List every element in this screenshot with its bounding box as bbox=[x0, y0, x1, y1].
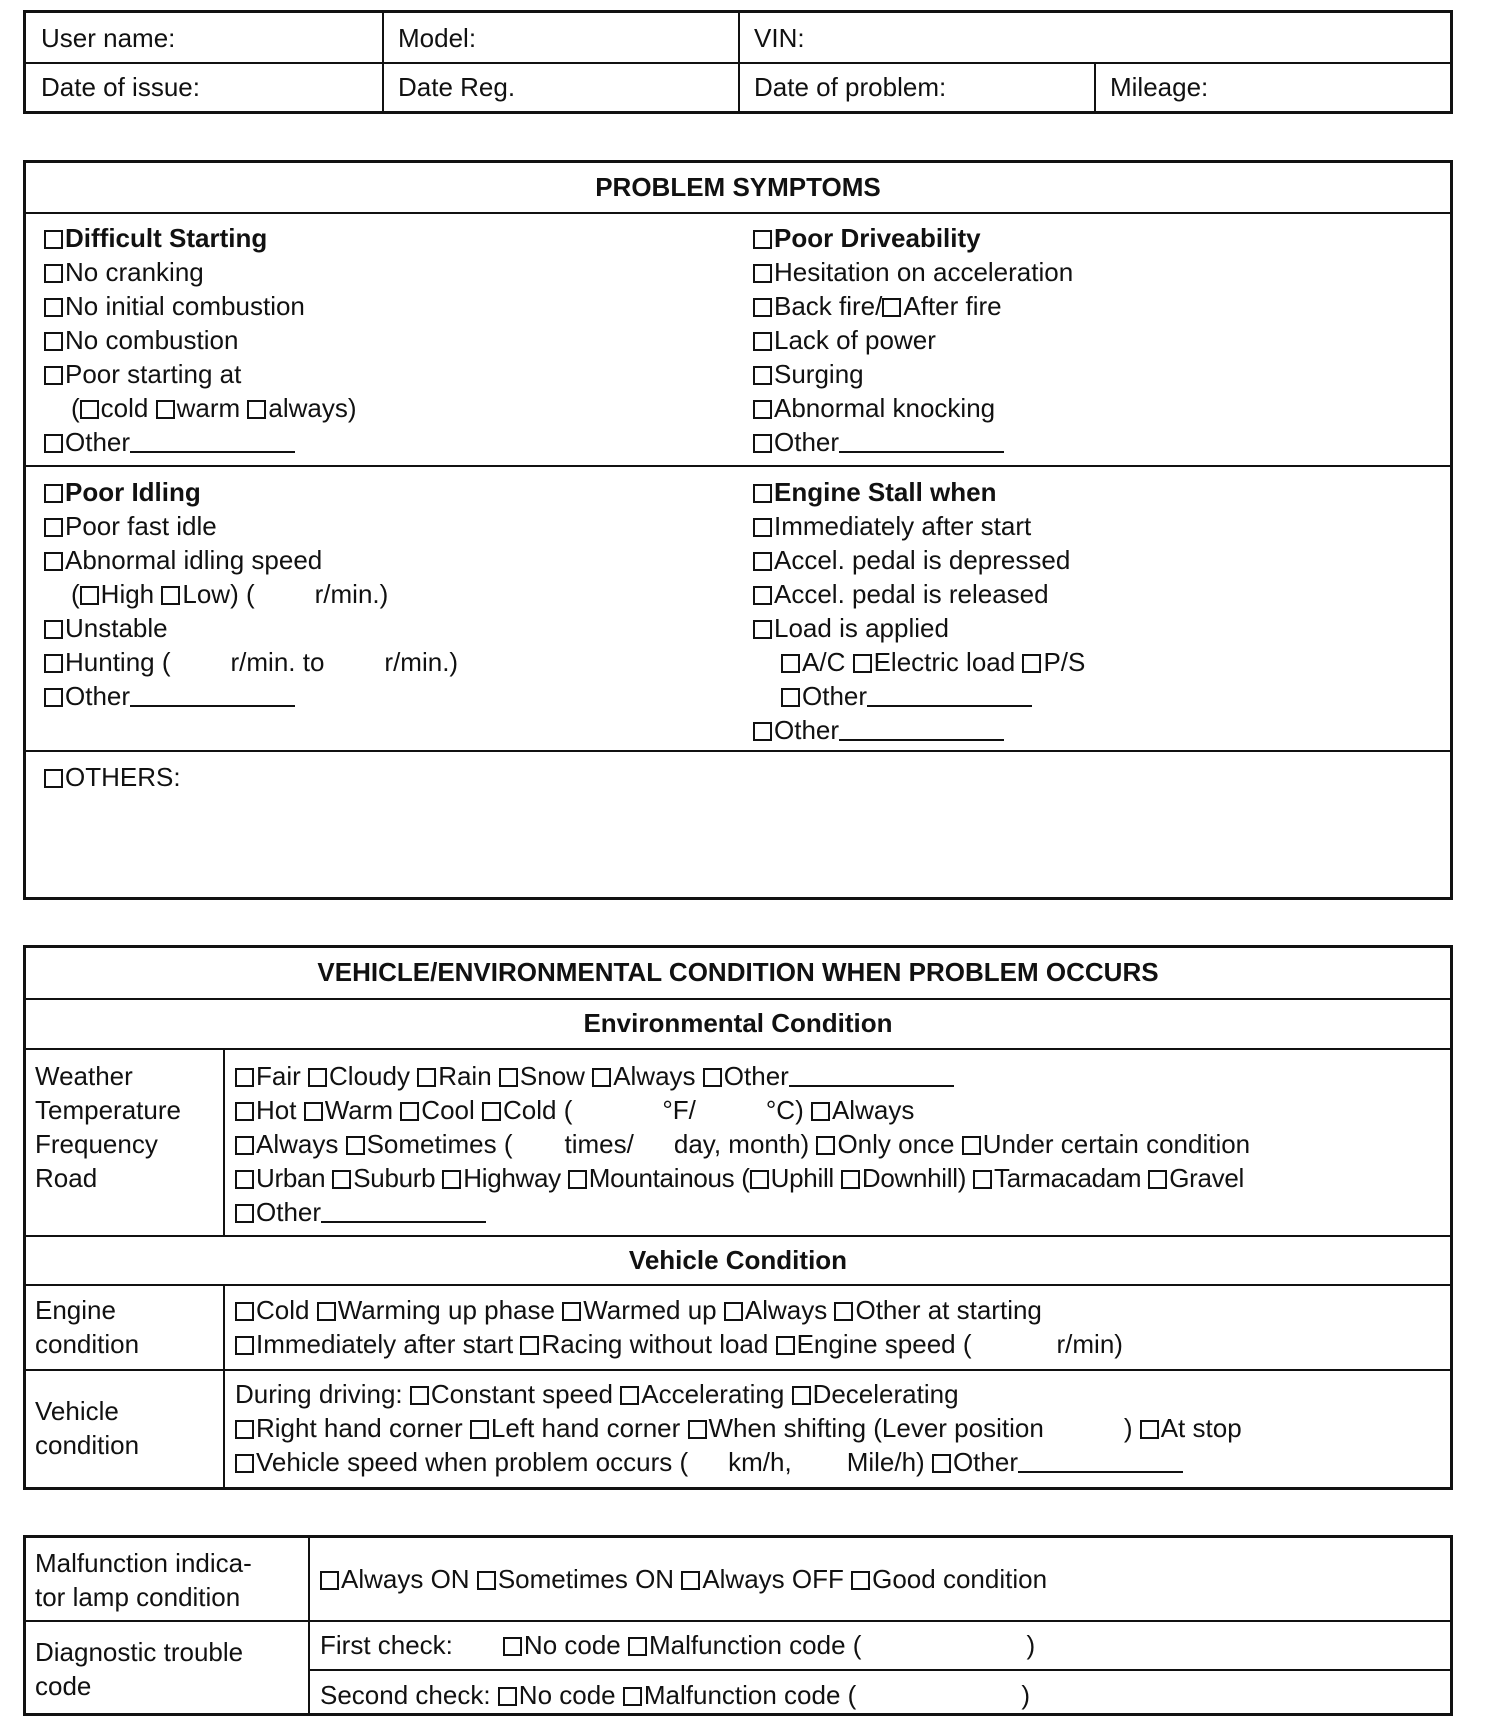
stall-load-applied-checkbox[interactable]: Load is applied bbox=[753, 611, 949, 645]
vehicle-condition-heading: Vehicle Condition bbox=[628, 1245, 848, 1275]
divider bbox=[26, 750, 1450, 752]
poor-starting-checkbox[interactable]: Poor starting at bbox=[44, 357, 241, 391]
mil-options[interactable]: Always ON Sometimes ON Always OFF Good condition bbox=[320, 1562, 1047, 1596]
others-checkbox[interactable]: OTHERS: bbox=[44, 760, 181, 794]
engine-condition-label: Engine bbox=[35, 1295, 116, 1325]
weather-label: Weather bbox=[35, 1061, 133, 1091]
divider bbox=[308, 1669, 1450, 1671]
stall-other-checkbox[interactable]: Other bbox=[753, 713, 1004, 747]
temperature-options[interactable]: Hot Warm Cool Cold ( °F/ °C) Always bbox=[235, 1093, 914, 1127]
hunting-checkbox[interactable]: Hunting ( r/min. to r/min.) bbox=[44, 645, 458, 679]
divider bbox=[26, 1620, 1450, 1622]
surging-checkbox[interactable]: Surging bbox=[753, 357, 864, 391]
divider bbox=[26, 465, 1450, 467]
temperature-label: Temperature bbox=[35, 1095, 181, 1125]
engine-stall-checkbox[interactable]: Engine Stall when bbox=[753, 475, 996, 509]
diagnostic-section bbox=[23, 1535, 1453, 1716]
corner-options[interactable]: Right hand corner Left hand corner When shifting (Lever position ) At stop bbox=[235, 1411, 1242, 1445]
divider bbox=[382, 13, 384, 111]
environmental-condition-heading: Environmental Condition bbox=[583, 1008, 893, 1038]
load-type-options[interactable]: A/C Electric load P/S bbox=[781, 645, 1085, 679]
no-initial-combustion-checkbox[interactable]: No initial combustion bbox=[44, 289, 305, 323]
divider bbox=[223, 1048, 225, 1235]
divider bbox=[26, 1369, 1450, 1371]
poor-idling-checkbox[interactable]: Poor Idling bbox=[44, 475, 201, 509]
divider bbox=[26, 998, 1450, 1000]
abnormal-idling-checkbox[interactable]: Abnormal idling speed bbox=[44, 543, 322, 577]
no-cranking-checkbox[interactable]: No cranking bbox=[44, 255, 204, 289]
second-check-row[interactable]: Second check: No code Malfunction code ( ) bbox=[320, 1680, 1030, 1710]
poor-fast-idle-checkbox[interactable]: Poor fast idle bbox=[44, 509, 217, 543]
divider bbox=[26, 212, 1450, 214]
vehicle-condition-label: condition bbox=[35, 1430, 140, 1460]
driveability-other-checkbox[interactable]: Other bbox=[753, 425, 1004, 459]
vehicle-info-table bbox=[23, 10, 1453, 114]
vin-field[interactable]: VIN: bbox=[754, 23, 805, 53]
divider bbox=[26, 1048, 1450, 1050]
vehicle-speed-options[interactable]: Vehicle speed when problem occurs ( km/h, Mile/h) Other bbox=[235, 1445, 1183, 1479]
section-title: VEHICLE/ENVIRONMENTAL CONDITION WHEN PROBLEM OCCURS bbox=[317, 957, 1159, 987]
mil-label: Malfunction indica- bbox=[35, 1548, 252, 1578]
condition-section bbox=[23, 945, 1453, 1490]
engine-condition-label: condition bbox=[35, 1329, 140, 1359]
divider bbox=[738, 13, 740, 111]
mileage-field[interactable]: Mileage: bbox=[1110, 72, 1209, 102]
date-of-issue-field[interactable]: Date of issue: bbox=[41, 72, 200, 102]
divider bbox=[26, 1284, 1450, 1286]
lack-of-power-checkbox[interactable]: Lack of power bbox=[753, 323, 936, 357]
backfire-checkbox[interactable]: Back fire/ After fire bbox=[753, 289, 1002, 323]
stall-pedal-depressed-checkbox[interactable]: Accel. pedal is depressed bbox=[753, 543, 1070, 577]
unstable-checkbox[interactable]: Unstable bbox=[44, 611, 168, 645]
engine-condition-options-2[interactable]: Immediately after start Racing without load Engine speed ( r/min) bbox=[235, 1327, 1123, 1361]
divider bbox=[26, 1235, 1450, 1237]
divider bbox=[308, 1538, 310, 1713]
frequency-label: Frequency bbox=[35, 1129, 158, 1159]
road-options[interactable]: Urban Suburb Highway Mountainous ( Uphill Downhill) Tarmacadam Gravel bbox=[235, 1161, 1244, 1195]
no-combustion-checkbox[interactable]: No combustion bbox=[44, 323, 238, 357]
hesitation-checkbox[interactable]: Hesitation on acceleration bbox=[753, 255, 1073, 289]
user-name-field[interactable]: User name: bbox=[41, 23, 176, 53]
date-reg-field[interactable]: Date Reg. bbox=[398, 72, 516, 102]
weather-options[interactable]: Fair Cloudy Rain Snow Always Other bbox=[235, 1059, 954, 1093]
problem-symptoms-section bbox=[23, 160, 1453, 900]
difficult-starting-checkbox[interactable]: Difficult Starting bbox=[44, 221, 267, 255]
driving-options[interactable]: During driving: Constant speed Accelerating Decelerating bbox=[235, 1379, 959, 1409]
idling-other-checkbox[interactable]: Other bbox=[44, 679, 295, 713]
dtc-label: Diagnostic trouble bbox=[35, 1637, 244, 1667]
model-field[interactable]: Model: bbox=[398, 23, 477, 53]
section-title: PROBLEM SYMPTOMS bbox=[595, 172, 881, 202]
road-other-checkbox[interactable]: Other bbox=[235, 1195, 486, 1229]
first-check-row[interactable]: First check: No code Malfunction code ( ) bbox=[320, 1630, 1036, 1660]
date-of-problem-field[interactable]: Date of problem: bbox=[754, 72, 947, 102]
divider bbox=[223, 1284, 225, 1487]
starting-temp-options[interactable]: ( cold warm always) bbox=[71, 393, 357, 423]
frequency-options[interactable]: Always Sometimes ( times/ day, month) Only once Under certain condition bbox=[235, 1127, 1250, 1161]
abnormal-knocking-checkbox[interactable]: Abnormal knocking bbox=[753, 391, 995, 425]
load-other-checkbox[interactable]: Other bbox=[781, 679, 1032, 713]
idling-high-low-options[interactable]: ( High Low) ( r/min.) bbox=[71, 579, 389, 609]
mil-label: tor lamp condition bbox=[35, 1582, 241, 1612]
road-label: Road bbox=[35, 1163, 98, 1193]
dtc-label: code bbox=[35, 1671, 92, 1701]
divider bbox=[1094, 62, 1096, 111]
vehicle-condition-label: Vehicle bbox=[35, 1396, 119, 1426]
stall-pedal-released-checkbox[interactable]: Accel. pedal is released bbox=[753, 577, 1049, 611]
stall-immediately-checkbox[interactable]: Immediately after start bbox=[753, 509, 1031, 543]
starting-other-checkbox[interactable]: Other bbox=[44, 425, 295, 459]
poor-driveability-checkbox[interactable]: Poor Driveability bbox=[753, 221, 981, 255]
engine-condition-options[interactable]: Cold Warming up phase Warmed up Always Other at starting bbox=[235, 1293, 1042, 1327]
